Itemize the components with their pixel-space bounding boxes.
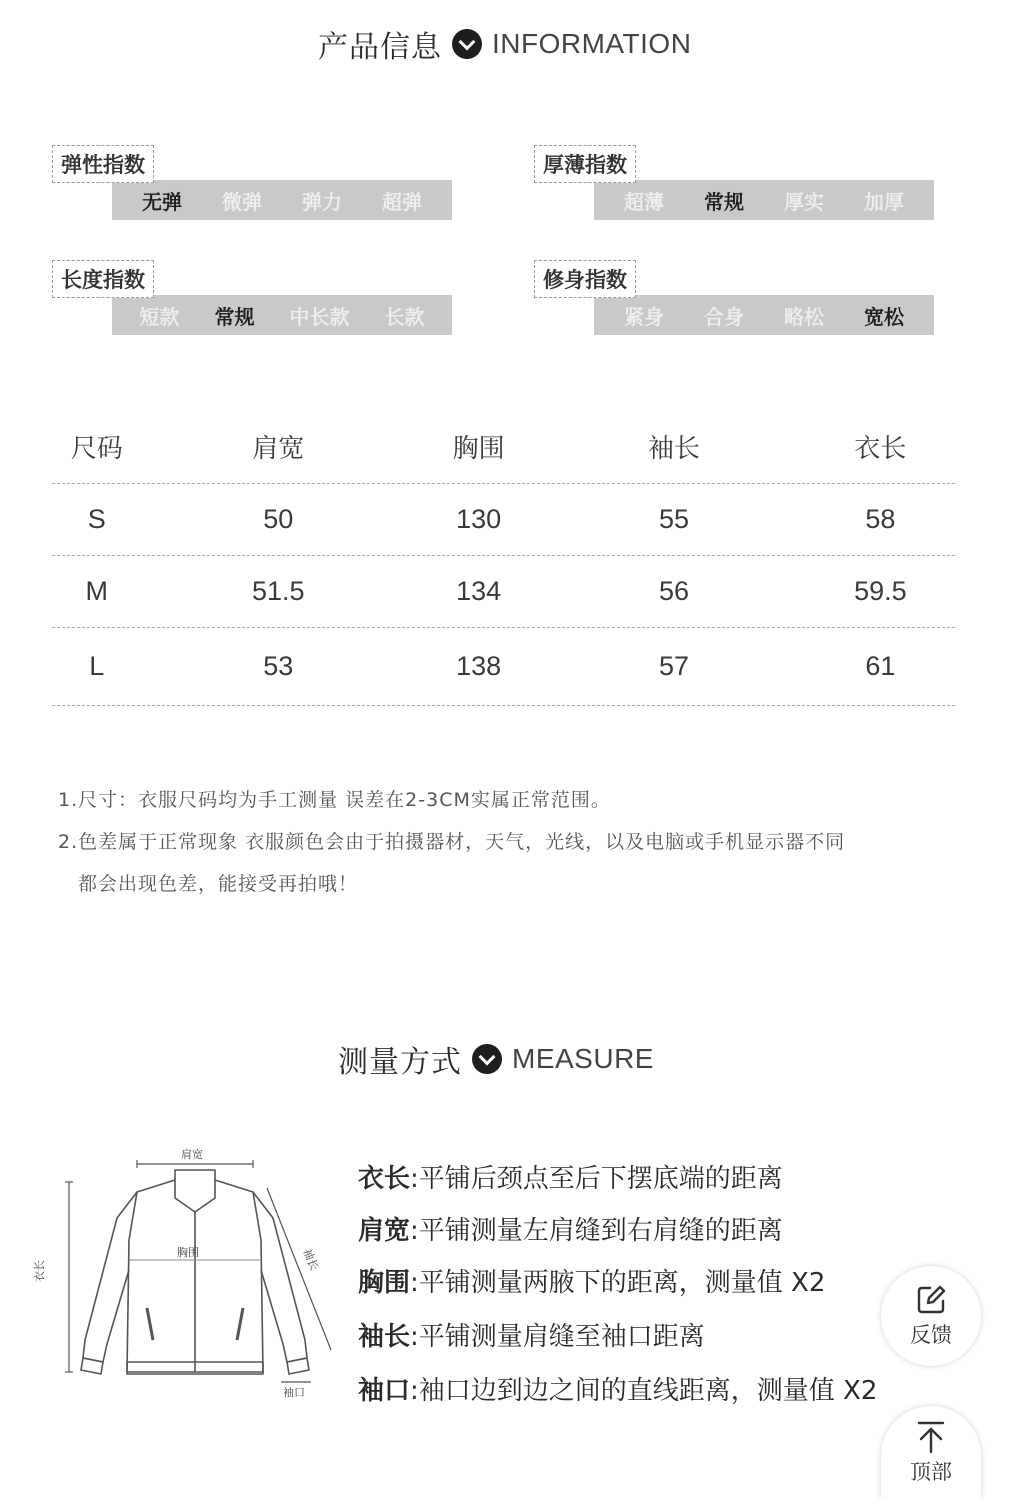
header-cell: 尺码 [70,434,123,464]
length-index-bar [112,295,452,335]
table-cell: 57 [659,651,690,681]
elasticity-index-label: 弹性指数 [52,145,154,183]
table-row [52,484,955,556]
index-option: 紧身 [624,304,664,329]
index-option: 短款 [139,304,180,329]
table-cell: 59.5 [854,576,907,606]
table-cell: S [87,504,106,534]
fit-index-label: 修身指数 [534,260,636,298]
index-option: 中长款 [289,304,350,329]
table-cell: L [89,651,105,681]
measure-def-chest: 胸围:平铺测量两腋下的距离，测量值 X2 [358,1268,826,1298]
table-cell: 56 [659,576,690,606]
note-color: 2.色差属于正常现象 衣服颜色会由于拍摄器材，天气，光线，以及电脑或手机显示器不同 [58,831,846,853]
index-option: 合身 [704,304,744,329]
diagram-label-sleeve: 袖长 [300,1246,321,1273]
index-option: 宽松 [864,304,904,329]
header-cell: 胸围 [452,434,505,464]
index-option: 长款 [384,304,425,329]
fit-index-bar [594,295,934,335]
table-cell: 130 [456,504,502,534]
size-table [52,410,955,706]
thickness-index-bar [594,180,934,220]
feedback-button[interactable] [881,1266,981,1366]
diagram-label-cuff: 袖口 [283,1386,305,1399]
index-option: 略松 [784,304,824,329]
table-cell: 61 [865,651,896,681]
measure-section-header [338,1037,654,1081]
table-cell: 51.5 [251,576,305,606]
diagram-label-length: 衣长 [33,1260,46,1282]
header-cell: 袖长 [648,434,701,464]
thickness-index-label: 厚薄指数 [534,145,636,183]
length-index-label: 长度指数 [52,260,154,298]
index-option: 常规 [214,304,255,329]
index-option: 弹力 [302,189,342,214]
table-cell: 134 [456,576,502,606]
table-cell: 58 [865,504,896,534]
top-label: 顶部 [910,1459,952,1484]
size-table-header [52,410,955,484]
measure-def-cuff: 袖口:袖口边到边之间的直线距离，测量值 X2 [358,1376,878,1406]
table-cell: 138 [456,651,502,681]
jacket-measure-diagram [33,1140,345,1410]
index-option: 微弹 [222,189,262,214]
info-header-cn: 产品信息 [318,30,442,65]
table-cell: 55 [659,504,690,534]
index-option: 常规 [704,189,744,214]
index-option: 厚实 [784,189,824,214]
back-to-top-button[interactable] [881,1406,981,1499]
diagram-label-chest: 胸围 [177,1246,199,1259]
table-row [52,628,955,706]
note-size: 1.尺寸：衣服尺码均为手工测量 误差在2-3CM实属正常范围。 [58,789,611,811]
edit-icon [914,1283,948,1317]
index-option: 加厚 [864,189,904,214]
table-cell: 53 [263,651,294,681]
measure-def-length: 衣长:平铺后颈点至后下摆底端的距离 [358,1164,783,1194]
diagram-label-shoulder: 肩宽 [181,1148,203,1161]
index-option: 超薄 [624,189,664,214]
table-cell: M [85,576,108,606]
index-option: 无弹 [142,189,182,214]
table-cell: 50 [263,504,294,534]
measure-def-sleeve: 袖长:平铺测量肩缝至袖口距离 [358,1322,705,1352]
feedback-label: 反馈 [910,1323,952,1347]
chevron-down-icon [472,1044,502,1074]
measure-def-shoulder: 肩宽:平铺测量左肩缝到右肩缝的距离 [358,1216,783,1246]
index-option: 超弹 [382,189,422,214]
header-cell: 肩宽 [252,434,305,464]
header-cell: 衣长 [854,434,907,464]
table-row [52,556,955,628]
measure-header-cn: 测量方式 [338,1045,462,1080]
note-color-cont: 都会出现色差，能接受再拍哦！ [78,873,359,895]
info-section-header [318,22,691,66]
info-header-en: INFORMATION [492,28,692,59]
measure-header-en: MEASURE [512,1043,654,1074]
chevron-down-icon [452,29,482,59]
arrow-up-icon [915,1420,947,1454]
elasticity-index-bar [112,180,452,220]
